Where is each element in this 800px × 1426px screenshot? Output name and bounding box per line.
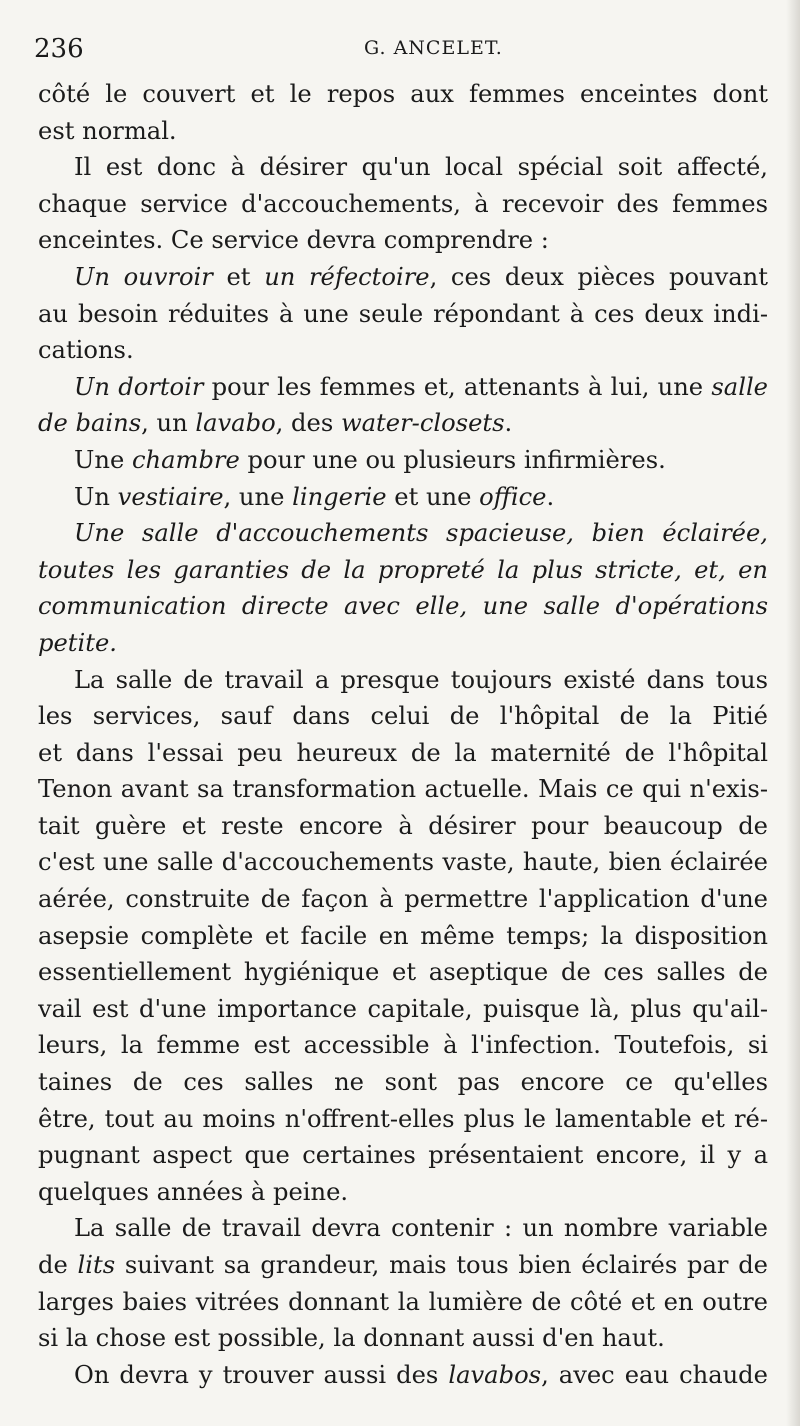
text-line <box>38 442 768 479</box>
text-segment: tait guère et reste encore à désirer pour beaucoup de <box>38 811 768 840</box>
text-line <box>38 76 768 113</box>
text-line <box>38 808 768 845</box>
italic-segment: water-closets <box>340 409 505 438</box>
text-line <box>38 1357 768 1394</box>
text-segment: pour une ou plusieurs infirmières. <box>239 445 666 474</box>
italic-segment: de bains <box>38 409 142 438</box>
text-line <box>38 405 768 442</box>
page-header <box>34 34 764 74</box>
text-segment: La salle de travail devra contenir : un nombre variable <box>74 1214 768 1243</box>
italic-segment: Un dortoir <box>74 372 204 401</box>
running-head: G. ANCELET. <box>364 37 503 59</box>
italic-segment: toutes les garanties de la propreté la plus stricte, et, en <box>38 555 768 584</box>
text-segment: vail est d'une importance capitale, puisque là, plus qu'ail- <box>38 994 768 1023</box>
italic-segment: chambre <box>131 445 240 474</box>
text-line <box>38 881 768 918</box>
text-line <box>38 1101 768 1138</box>
text-line <box>38 552 768 589</box>
page-number: 236 <box>34 34 84 64</box>
text-line <box>38 588 768 625</box>
text-segment: chaque service d'accouchements, à recevoir des femmes <box>38 189 768 218</box>
text-line <box>38 1284 768 1321</box>
text-line <box>38 698 768 735</box>
text-segment: les services, sauf dans celui de l'hôpital de la Pitié <box>38 702 768 731</box>
text-line <box>38 296 768 333</box>
text-segment: enceintes. Ce service devra comprendre : <box>38 226 549 255</box>
italic-segment: office <box>479 482 547 511</box>
text-segment: pugnant aspect que certaines présentaient encore, il y a <box>38 1141 768 1170</box>
text-line <box>38 1247 768 1284</box>
text-segment: Il est donc à désirer qu'un local spécial soit affecté, <box>74 153 768 182</box>
text-segment: quelques années à peine. <box>38 1177 349 1206</box>
italic-segment: Une salle d'accouchements spacieuse, bien éclairée, <box>74 519 768 548</box>
text-segment: . <box>546 482 555 511</box>
text-segment: larges baies vitrées donnant la lumière de côté et en outre <box>38 1287 768 1316</box>
italic-segment: un réfectoire <box>264 262 430 291</box>
text-segment: On devra y trouver aussi des <box>74 1360 449 1389</box>
text-segment: cations. <box>38 336 134 365</box>
text-segment: suivant sa grandeur, mais tous bien éclairés par de <box>115 1251 768 1279</box>
text-segment: , des <box>275 409 341 438</box>
italic-segment: Un ouvroir <box>74 262 213 291</box>
text-segment: , ces deux pièces pouvant <box>429 262 768 291</box>
text-segment: , avec eau chaude <box>541 1360 768 1389</box>
text-segment: c'est une salle d'accouchements vaste, haute, bien éclairée <box>38 848 768 877</box>
text-segment: Tenon avant sa transformation actuelle. Mais ce qui n'exis- <box>38 775 768 804</box>
text-line <box>38 991 768 1028</box>
italic-segment: lavabos <box>448 1360 542 1389</box>
page-edge-shadow <box>786 0 800 1426</box>
text-line <box>38 1027 768 1064</box>
text-line <box>38 918 768 955</box>
italic-segment: lavabo <box>195 409 276 438</box>
text-line <box>38 332 768 369</box>
text-line <box>38 259 768 296</box>
text-segment: asepsie complète et facile en même temps; la disposition <box>38 921 768 950</box>
text-line <box>38 844 768 881</box>
text-segment: de <box>38 1251 78 1279</box>
text-line <box>38 771 768 808</box>
text-line <box>38 113 768 150</box>
text-segment: Un <box>74 482 118 511</box>
text-line <box>38 625 768 662</box>
text-segment: essentiellement hygiénique et aseptique de ces salles de <box>38 958 768 987</box>
text-segment: Une <box>74 445 132 474</box>
text-line <box>38 186 768 223</box>
text-segment: leurs, la femme est accessible à l'infection. Toutefois, si <box>38 1031 768 1060</box>
text-line <box>38 1210 768 1247</box>
text-line <box>38 222 768 259</box>
text-line <box>38 149 768 186</box>
text-segment: et une <box>386 482 480 511</box>
text-line <box>38 515 768 552</box>
text-segment: La salle de travail a presque toujours existé dans tous <box>74 665 768 694</box>
text-line <box>38 662 768 699</box>
text-segment: , un <box>141 409 196 438</box>
text-segment: et <box>212 262 265 291</box>
italic-segment: vestiaire <box>117 482 224 511</box>
text-line <box>38 735 768 772</box>
text-segment: est normal. <box>38 116 177 145</box>
text-line <box>38 369 768 406</box>
text-segment: si la chose est possible, la donnant aussi d'en haut. <box>38 1324 665 1353</box>
text-segment: . <box>109 628 117 657</box>
text-line <box>38 479 768 516</box>
page-body-text <box>38 76 768 1393</box>
text-line <box>38 1064 768 1101</box>
text-segment: aérée, construite de façon à permettre l'application d'une <box>38 885 768 914</box>
text-segment: et dans l'essai peu heureux de la maternité de l'hôpital <box>38 738 768 767</box>
text-line <box>38 1320 768 1357</box>
text-segment: . <box>504 409 513 438</box>
text-segment: côté le couvert et le repos aux femmes enceintes dont <box>38 80 768 108</box>
italic-segment: communication directe avec elle, une salle d'opérations <box>38 592 768 621</box>
text-line <box>38 954 768 991</box>
italic-segment: petite <box>38 628 110 657</box>
text-line <box>38 1137 768 1174</box>
italic-segment: lingerie <box>292 482 387 511</box>
text-segment: pour les femmes et, attenants à lui, une <box>203 372 712 401</box>
text-segment: taines de ces salles ne sont pas encore ce qu'elles <box>38 1068 768 1097</box>
italic-segment: lits <box>77 1251 116 1279</box>
text-line <box>38 1174 768 1211</box>
text-segment: être, tout au moins n'offrent-elles plus le lamentable et ré- <box>38 1104 768 1133</box>
text-segment: au besoin réduites à une seule répondant à ces deux indi- <box>38 299 768 328</box>
text-segment: , une <box>223 482 293 511</box>
italic-segment: salle <box>711 372 768 401</box>
